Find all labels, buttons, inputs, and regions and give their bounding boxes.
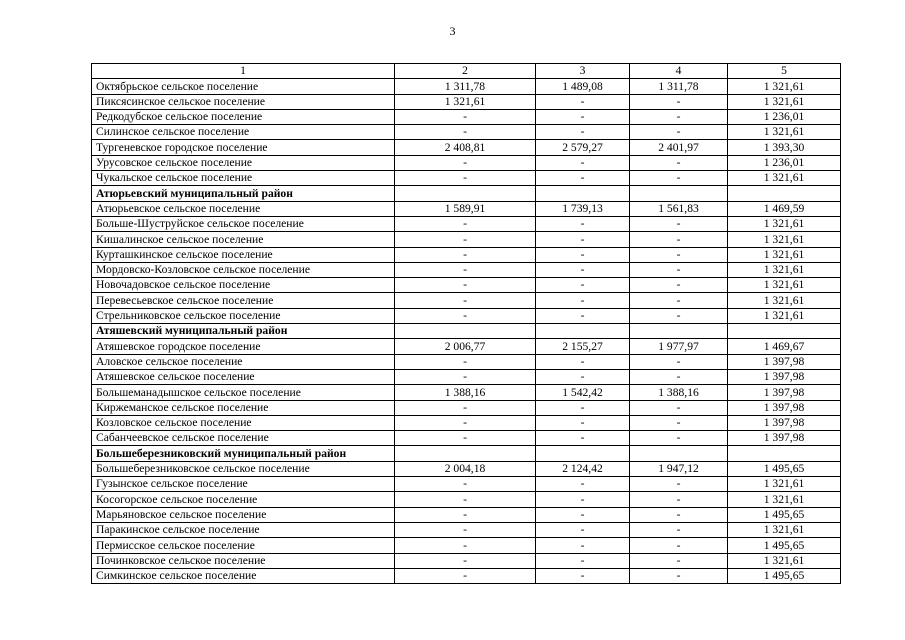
- value-cell-col4: 1 388,16: [630, 385, 728, 400]
- table-row: [92, 171, 841, 186]
- value-cell-col2: [395, 324, 536, 339]
- settlement-name-cell: Симкинское сельское поселение: [92, 568, 395, 583]
- value-cell-col4: -: [630, 109, 728, 124]
- value-cell-col5: [728, 324, 841, 339]
- table-row: [92, 216, 841, 231]
- settlement-name-cell: Перевесьевское сельское поселение: [92, 293, 395, 308]
- value-cell-col5: 1 321,61: [728, 553, 841, 568]
- value-cell-col2: -: [395, 553, 536, 568]
- value-cell-col3: -: [536, 507, 630, 522]
- value-cell-col5: 1 321,61: [728, 79, 841, 94]
- table-row: [92, 293, 841, 308]
- value-cell-col2: -: [395, 369, 536, 384]
- value-cell-col3: 1 542,42: [536, 385, 630, 400]
- value-cell-col5: 1 236,01: [728, 109, 841, 124]
- value-cell-col2: -: [395, 492, 536, 507]
- table-header-row: [92, 64, 841, 79]
- settlement-name-cell: Тургеневское городское поселение: [92, 140, 395, 155]
- value-cell-col4: -: [630, 492, 728, 507]
- value-cell-col3: -: [536, 522, 630, 537]
- value-cell-col4: -: [630, 155, 728, 170]
- value-cell-col4: [630, 446, 728, 461]
- value-cell-col4: -: [630, 568, 728, 583]
- value-cell-col2: -: [395, 522, 536, 537]
- value-cell-col3: 2 579,27: [536, 140, 630, 155]
- tariff-table: [91, 63, 841, 584]
- settlement-name-cell: Мордовско-Козловское сельское поселение: [92, 262, 395, 277]
- value-cell-col3: 1 739,13: [536, 201, 630, 216]
- settlement-name-cell: Пермисское сельское поселение: [92, 538, 395, 553]
- value-cell-col3: -: [536, 553, 630, 568]
- value-cell-col3: -: [536, 216, 630, 231]
- value-cell-col4: -: [630, 232, 728, 247]
- value-cell-col3: 2 124,42: [536, 461, 630, 476]
- value-cell-col4: -: [630, 431, 728, 446]
- settlement-name-cell: Большеманадышское сельское поселение: [92, 385, 395, 400]
- column-header: 3: [536, 64, 630, 79]
- value-cell-col5: 1 236,01: [728, 155, 841, 170]
- value-cell-col5: 1 495,65: [728, 507, 841, 522]
- settlement-name-cell: Редкодубское сельское поселение: [92, 109, 395, 124]
- value-cell-col5: 1 321,61: [728, 94, 841, 109]
- table-row: [92, 278, 841, 293]
- value-cell-col2: -: [395, 125, 536, 140]
- settlement-name-cell: Атяшевский муниципальный район: [92, 324, 395, 339]
- value-cell-col5: 1 393,30: [728, 140, 841, 155]
- table-row: [92, 553, 841, 568]
- column-header: 2: [395, 64, 536, 79]
- value-cell-col3: -: [536, 492, 630, 507]
- value-cell-col4: [630, 186, 728, 201]
- value-cell-col2: 1 589,91: [395, 201, 536, 216]
- value-cell-col5: [728, 446, 841, 461]
- value-cell-col4: 2 401,97: [630, 140, 728, 155]
- value-cell-col5: 1 321,61: [728, 247, 841, 262]
- value-cell-col5: 1 321,61: [728, 278, 841, 293]
- value-cell-col3: -: [536, 431, 630, 446]
- value-cell-col3: [536, 324, 630, 339]
- value-cell-col5: 1 469,67: [728, 339, 841, 354]
- value-cell-col4: -: [630, 538, 728, 553]
- value-cell-col4: -: [630, 369, 728, 384]
- table-row: [92, 94, 841, 109]
- value-cell-col3: -: [536, 369, 630, 384]
- value-cell-col5: 1 397,98: [728, 369, 841, 384]
- table-row: [92, 339, 841, 354]
- settlement-name-cell: Силинское сельское поселение: [92, 125, 395, 140]
- table-row: [92, 522, 841, 537]
- table-row: [92, 155, 841, 170]
- value-cell-col2: -: [395, 507, 536, 522]
- section-header-row: [92, 446, 841, 461]
- table-row: [92, 262, 841, 277]
- settlement-name-cell: Козловское сельское поселение: [92, 415, 395, 430]
- settlement-name-cell: Марьяновское сельское поселение: [92, 507, 395, 522]
- value-cell-col3: -: [536, 400, 630, 415]
- value-cell-col2: -: [395, 155, 536, 170]
- value-cell-col2: -: [395, 232, 536, 247]
- value-cell-col5: 1 495,65: [728, 538, 841, 553]
- value-cell-col2: 2 006,77: [395, 339, 536, 354]
- value-cell-col2: [395, 446, 536, 461]
- column-header: 1: [92, 64, 395, 79]
- value-cell-col5: 1 397,98: [728, 354, 841, 369]
- value-cell-col5: 1 321,61: [728, 293, 841, 308]
- settlement-name-cell: Гузынское сельское поселение: [92, 477, 395, 492]
- value-cell-col2: 1 321,61: [395, 94, 536, 109]
- settlement-name-cell: Кишалинское сельское поселение: [92, 232, 395, 247]
- settlement-name-cell: Пиксясинское сельское поселение: [92, 94, 395, 109]
- value-cell-col3: -: [536, 308, 630, 323]
- value-cell-col4: 1 947,12: [630, 461, 728, 476]
- value-cell-col5: 1 321,61: [728, 492, 841, 507]
- value-cell-col2: 2 004,18: [395, 461, 536, 476]
- value-cell-col4: -: [630, 262, 728, 277]
- value-cell-col2: -: [395, 308, 536, 323]
- value-cell-col2: -: [395, 109, 536, 124]
- value-cell-col5: 1 397,98: [728, 415, 841, 430]
- settlement-name-cell: Атяшевское городское поселение: [92, 339, 395, 354]
- value-cell-col5: 1 321,61: [728, 171, 841, 186]
- value-cell-col2: -: [395, 354, 536, 369]
- value-cell-col3: -: [536, 155, 630, 170]
- value-cell-col2: -: [395, 171, 536, 186]
- value-cell-col2: [395, 186, 536, 201]
- value-cell-col5: 1 321,61: [728, 308, 841, 323]
- value-cell-col4: -: [630, 553, 728, 568]
- column-header: 4: [630, 64, 728, 79]
- value-cell-col3: -: [536, 94, 630, 109]
- value-cell-col3: 2 155,27: [536, 339, 630, 354]
- settlement-name-cell: Атяшевское сельское поселение: [92, 369, 395, 384]
- value-cell-col3: -: [536, 171, 630, 186]
- value-cell-col4: 1 561,83: [630, 201, 728, 216]
- value-cell-col2: -: [395, 431, 536, 446]
- settlement-name-cell: Большеберезниковское сельское поселение: [92, 461, 395, 476]
- settlement-name-cell: Сабанчеевское сельское поселение: [92, 431, 395, 446]
- settlement-name-cell: Стрельниковское сельское поселение: [92, 308, 395, 323]
- value-cell-col3: -: [536, 568, 630, 583]
- settlement-name-cell: Аловское сельское поселение: [92, 354, 395, 369]
- settlement-name-cell: Курташкинское сельское поселение: [92, 247, 395, 262]
- settlement-name-cell: Новочадовское сельское поселение: [92, 278, 395, 293]
- table-row: [92, 140, 841, 155]
- table-row: [92, 308, 841, 323]
- table-row: [92, 461, 841, 476]
- value-cell-col4: -: [630, 477, 728, 492]
- table-row: [92, 109, 841, 124]
- value-cell-col5: 1 321,61: [728, 125, 841, 140]
- table-row: [92, 354, 841, 369]
- table-row: [92, 431, 841, 446]
- value-cell-col5: 1 397,98: [728, 385, 841, 400]
- value-cell-col2: -: [395, 415, 536, 430]
- table-row: [92, 369, 841, 384]
- value-cell-col3: -: [536, 354, 630, 369]
- table-row: [92, 232, 841, 247]
- table-row: [92, 568, 841, 583]
- value-cell-col5: 1 469,59: [728, 201, 841, 216]
- value-cell-col4: -: [630, 293, 728, 308]
- value-cell-col3: -: [536, 477, 630, 492]
- value-cell-col5: 1 397,98: [728, 400, 841, 415]
- value-cell-col5: 1 321,61: [728, 522, 841, 537]
- table-row: [92, 477, 841, 492]
- value-cell-col3: [536, 446, 630, 461]
- value-cell-col3: -: [536, 262, 630, 277]
- value-cell-col2: -: [395, 247, 536, 262]
- value-cell-col4: -: [630, 354, 728, 369]
- value-cell-col4: -: [630, 171, 728, 186]
- table-row: [92, 507, 841, 522]
- table-row: [92, 538, 841, 553]
- value-cell-col3: [536, 186, 630, 201]
- value-cell-col3: -: [536, 232, 630, 247]
- table-row: [92, 79, 841, 94]
- value-cell-col4: -: [630, 247, 728, 262]
- value-cell-col4: -: [630, 216, 728, 231]
- value-cell-col4: 1 977,97: [630, 339, 728, 354]
- value-cell-col4: [630, 324, 728, 339]
- value-cell-col3: -: [536, 247, 630, 262]
- value-cell-col2: 1 388,16: [395, 385, 536, 400]
- value-cell-col4: -: [630, 522, 728, 537]
- value-cell-col2: -: [395, 216, 536, 231]
- value-cell-col2: -: [395, 400, 536, 415]
- settlement-name-cell: Большеберезниковский муниципальный район: [92, 446, 395, 461]
- settlement-name-cell: Починковское сельское поселение: [92, 553, 395, 568]
- value-cell-col2: 2 408,81: [395, 140, 536, 155]
- value-cell-col4: -: [630, 94, 728, 109]
- value-cell-col2: 1 311,78: [395, 79, 536, 94]
- settlement-name-cell: Больше-Шуструйское сельское поселение: [92, 216, 395, 231]
- value-cell-col4: -: [630, 278, 728, 293]
- table-row: [92, 385, 841, 400]
- value-cell-col2: -: [395, 293, 536, 308]
- value-cell-col2: -: [395, 477, 536, 492]
- value-cell-col3: -: [536, 278, 630, 293]
- settlement-name-cell: Паракинское сельское поселение: [92, 522, 395, 537]
- value-cell-col4: -: [630, 400, 728, 415]
- value-cell-col5: 1 321,61: [728, 216, 841, 231]
- value-cell-col4: 1 311,78: [630, 79, 728, 94]
- table-row: [92, 201, 841, 216]
- value-cell-col5: 1 321,61: [728, 477, 841, 492]
- value-cell-col5: 1 321,61: [728, 232, 841, 247]
- value-cell-col5: 1 495,65: [728, 461, 841, 476]
- settlement-name-cell: Косогорское сельское поселение: [92, 492, 395, 507]
- value-cell-col2: -: [395, 568, 536, 583]
- settlement-name-cell: Урусовское сельское поселение: [92, 155, 395, 170]
- table-row: [92, 247, 841, 262]
- settlement-name-cell: Октябрьское сельское поселение: [92, 79, 395, 94]
- value-cell-col3: -: [536, 125, 630, 140]
- value-cell-col2: -: [395, 538, 536, 553]
- table-row: [92, 400, 841, 415]
- section-header-row: [92, 324, 841, 339]
- value-cell-col2: -: [395, 278, 536, 293]
- value-cell-col3: -: [536, 109, 630, 124]
- table-row: [92, 492, 841, 507]
- table-row: [92, 415, 841, 430]
- value-cell-col4: -: [630, 308, 728, 323]
- value-cell-col5: 1 321,61: [728, 262, 841, 277]
- value-cell-col4: -: [630, 125, 728, 140]
- section-header-row: [92, 186, 841, 201]
- settlement-name-cell: Атюрьевский муниципальный район: [92, 186, 395, 201]
- page-number: 3: [449, 24, 456, 38]
- settlement-name-cell: Чукальское сельское поселение: [92, 171, 395, 186]
- value-cell-col5: 1 397,98: [728, 431, 841, 446]
- settlement-name-cell: Атюрьевское сельское поселение: [92, 201, 395, 216]
- column-header: 5: [728, 64, 841, 79]
- value-cell-col4: -: [630, 507, 728, 522]
- value-cell-col4: -: [630, 415, 728, 430]
- value-cell-col3: -: [536, 415, 630, 430]
- value-cell-col5: [728, 186, 841, 201]
- value-cell-col3: -: [536, 293, 630, 308]
- value-cell-col3: 1 489,08: [536, 79, 630, 94]
- value-cell-col5: 1 495,65: [728, 568, 841, 583]
- value-cell-col3: -: [536, 538, 630, 553]
- value-cell-col2: -: [395, 262, 536, 277]
- table-row: [92, 125, 841, 140]
- settlement-name-cell: Киржеманское сельское поселение: [92, 400, 395, 415]
